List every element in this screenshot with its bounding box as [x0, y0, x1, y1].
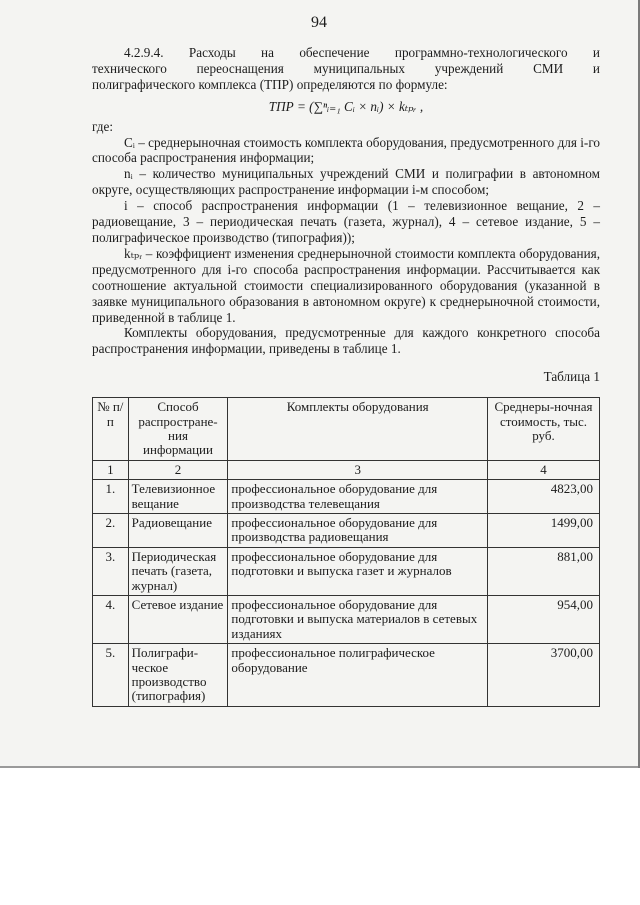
- row-kit: профессиональное полиграфическое оборудование: [228, 644, 488, 707]
- table-row: [93, 596, 600, 644]
- row-kit: профессиональное оборудование для производства радиовещания: [228, 513, 488, 547]
- document-body: [92, 45, 600, 707]
- header-method: Способ распростране-ния информации: [128, 398, 228, 461]
- row-kit: профессиональное оборудование для подготовки и выпуска газет и журналов: [228, 547, 488, 595]
- row-method: Периодическая печать (газета, журнал): [128, 547, 228, 595]
- numbering-cell: 3: [228, 460, 488, 479]
- row-cost: 4823,00: [487, 480, 599, 514]
- table-row: [93, 513, 600, 547]
- table-numbering-row: [93, 460, 600, 479]
- table-caption: Таблица 1: [543, 369, 600, 385]
- row-method: Телевизионное вещание: [128, 480, 228, 514]
- intro-line: полиграфического комплекса (ТПР) определяются по формуле:: [92, 76, 448, 92]
- row-kit: профессиональное оборудование для подготовки и выпуска материалов в сетевых изданиях: [228, 596, 488, 644]
- row-method: Полиграфи-ческое производство (типография): [128, 644, 228, 707]
- table-header-row: [93, 398, 600, 461]
- row-cost: 3700,00: [487, 644, 599, 707]
- formula: ТПР = (∑ⁿᵢ₌₁ Cᵢ × nᵢ) × kₜₚᵣ ,: [268, 98, 424, 114]
- row-kit: профессиональное оборудование для производства телевещания: [228, 480, 488, 514]
- row-method: Сетевое издание: [128, 596, 228, 644]
- definition-i: i – способ распространения информации (1 – телевизионное вещание, 2 – радиовещание, 3 – периодическая печать (газета, журнал), 4 – сетевое издание, 5 – полиграфическое производство (типография));: [92, 198, 600, 245]
- where-label: где:: [92, 118, 113, 134]
- definition-k: kₜₚᵣ – коэффициент изменения среднерыночной стоимости комплекта оборудования, предусмотренного для i-го способа распространения информации. Рассчитывается как соотношение актуальной стоимости специализированного оборудования (указанной в заявке муниципального образования в автономном округе) к среднерыночной стоимости, приведенной в таблице 1.: [92, 245, 600, 325]
- header-number: № п/п: [93, 398, 129, 461]
- equipment-table: [92, 397, 600, 707]
- row-number: 5.: [93, 644, 129, 707]
- summary-paragraph: Комплекты оборудования, предусмотренные для каждого конкретного способа распространения информации, приведены в таблице 1.: [92, 325, 600, 357]
- row-cost: 881,00: [487, 547, 599, 595]
- row-number: 2.: [93, 513, 129, 547]
- table-row: [93, 480, 600, 514]
- intro-line: 4.2.9.4. Расходы на обеспечение программно-технологического и: [124, 45, 600, 60]
- intro-line: технического переоснащения муниципальных учреждений СМИ и: [92, 60, 600, 76]
- row-method: Радиовещание: [128, 513, 228, 547]
- definition-ci: Cᵢ – среднерыночная стоимость комплекта оборудования, предусмотренного для i-го способа распространения информации;: [92, 134, 600, 166]
- numbering-cell: 4: [487, 460, 599, 479]
- row-cost: 954,00: [487, 596, 599, 644]
- header-cost: Среднеры-ночная стоимость, тыс. руб.: [487, 398, 599, 461]
- row-number: 4.: [93, 596, 129, 644]
- numbering-cell: 1: [93, 460, 129, 479]
- header-kit: Комплекты оборудования: [228, 398, 488, 461]
- row-number: 1.: [93, 480, 129, 514]
- definition-ni: nᵢ – количество муниципальных учреждений СМИ и полиграфии в автономном округе, осуществляющих распространение информации i-м способом;: [92, 166, 600, 198]
- table-row: [93, 547, 600, 595]
- table-row: [93, 644, 600, 707]
- page-number: 94: [311, 14, 327, 31]
- numbering-cell: 2: [128, 460, 228, 479]
- row-cost: 1499,00: [487, 513, 599, 547]
- row-number: 3.: [93, 547, 129, 595]
